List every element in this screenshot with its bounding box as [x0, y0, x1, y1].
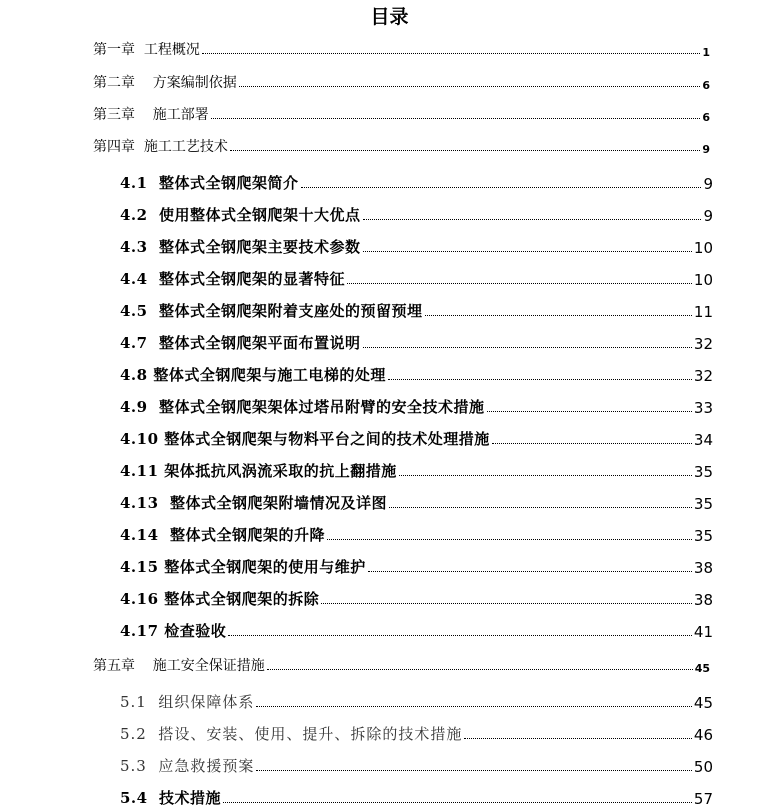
toc-entry-page: 41: [693, 623, 713, 641]
toc-entry-section-4-16[interactable]: [120, 587, 713, 609]
dot-leader: [399, 474, 692, 476]
toc-entry-label: 5.2 搭设、安装、使用、提升、拆除的技术措施: [120, 725, 463, 743]
toc-entry-page: 9: [703, 207, 713, 225]
toc-entry-section-4-14[interactable]: [120, 523, 713, 545]
toc-entry-page: 38: [693, 559, 713, 577]
toc-entry-label: 5.3 应急救援预案: [120, 757, 255, 775]
toc-entry-section-4-1[interactable]: [120, 171, 713, 193]
dot-leader: [267, 668, 693, 670]
toc-entry-section-5-4[interactable]: [120, 786, 713, 808]
toc-entry-label: 第三章 施工部署: [93, 107, 209, 123]
dot-leader: [388, 378, 692, 380]
dot-leader: [301, 186, 702, 188]
toc-entry-label: 4.9 整体式全钢爬架架体过塔吊附臂的安全技术措施: [120, 398, 485, 416]
toc-entry-page: 45: [694, 662, 710, 675]
toc-entry-label: 5.1 组织保障体系: [120, 693, 255, 711]
dot-leader: [256, 705, 692, 707]
toc-entry-label: 4.4 整体式全钢爬架的显著特征: [120, 270, 346, 288]
toc-entry-label: 4.5 整体式全钢爬架附着支座处的预留预埋: [120, 302, 423, 320]
dot-leader: [347, 282, 692, 284]
dot-leader: [256, 769, 692, 771]
dot-leader: [239, 85, 701, 87]
dot-leader: [368, 570, 692, 572]
toc-entry-page: 1: [702, 46, 710, 59]
toc-entry-label: 4.7 整体式全钢爬架平面布置说明: [120, 334, 361, 352]
toc-entry-label: 4.17 检查验收: [120, 622, 227, 640]
toc-entry-chapter-3[interactable]: [93, 102, 710, 124]
toc-entry-section-4-3[interactable]: [120, 235, 713, 257]
toc-entry-section-5-2[interactable]: [120, 722, 713, 744]
toc-entry-section-4-10[interactable]: [120, 427, 713, 449]
toc-entry-section-4-2[interactable]: [120, 203, 713, 225]
toc-entry-page: 10: [693, 271, 713, 289]
toc-entry-label: 4.16 整体式全钢爬架的拆除: [120, 590, 320, 608]
toc-entry-section-4-7[interactable]: [120, 331, 713, 353]
dot-leader: [230, 149, 700, 151]
dot-leader: [363, 218, 702, 220]
toc-entry-label: 第四章 施工工艺技术: [93, 139, 228, 155]
dot-leader: [363, 250, 692, 252]
dot-leader: [228, 634, 692, 636]
toc-entry-label: 4.15 整体式全钢爬架的使用与维护: [120, 558, 366, 576]
toc-entry-page: 35: [693, 495, 713, 513]
toc-entry-page: 32: [693, 335, 713, 353]
toc-entry-label: 4.1 整体式全钢爬架简介: [120, 174, 299, 192]
dot-leader: [425, 314, 692, 316]
toc-entry-chapter-4[interactable]: [93, 134, 710, 156]
toc-entry-label: 第一章 工程概况: [93, 42, 200, 58]
toc-entry-label: 4.13 整体式全钢爬架附墙情况及详图: [120, 494, 387, 512]
toc-entry-section-4-17[interactable]: [120, 619, 713, 641]
toc-entry-page: 45: [693, 694, 713, 712]
dot-leader: [327, 538, 692, 540]
toc-entry-page: 50: [693, 758, 713, 776]
toc-entry-page: 10: [693, 239, 713, 257]
dot-leader: [223, 801, 692, 803]
toc-entry-label: 第二章 方案编制依据: [93, 75, 237, 91]
toc-entry-section-5-1[interactable]: [120, 690, 713, 712]
toc-entry-section-4-15[interactable]: [120, 555, 713, 577]
toc-entry-label: 4.14 整体式全钢爬架的升降: [120, 526, 325, 544]
toc-entry-page: 9: [702, 143, 710, 156]
toc-entry-page: 6: [702, 79, 710, 92]
toc-entry-label: 4.11 架体抵抗风涡流采取的抗上翻措施: [120, 462, 397, 480]
toc-entry-page: 46: [693, 726, 713, 744]
toc-entry-chapter-1[interactable]: [93, 37, 710, 59]
dot-leader: [202, 52, 700, 54]
toc-entry-chapter-2[interactable]: [93, 70, 710, 92]
toc-entry-page: 35: [693, 527, 713, 545]
toc-entry-section-4-9[interactable]: [120, 395, 713, 417]
toc-entry-page: 33: [693, 399, 713, 417]
dot-leader: [464, 737, 692, 739]
toc-entry-label: 4.10 整体式全钢爬架与物料平台之间的技术处理措施: [120, 430, 490, 448]
toc-entry-page: 32: [693, 367, 713, 385]
dot-leader: [389, 506, 692, 508]
dot-leader: [211, 117, 701, 119]
toc-title: 目录: [370, 6, 409, 28]
toc-entry-section-4-13[interactable]: [120, 491, 713, 513]
toc-entry-page: 6: [702, 111, 710, 124]
toc-entry-label: 4.2 使用整体式全钢爬架十大优点: [120, 206, 361, 224]
toc-entry-label: 4.8 整体式全钢爬架与施工电梯的处理: [120, 366, 386, 384]
toc-entry-section-4-11[interactable]: [120, 459, 713, 481]
toc-entry-page: 9: [703, 175, 713, 193]
dot-leader: [321, 602, 692, 604]
toc-entry-label: 第五章 施工安全保证措施: [93, 658, 265, 674]
toc-entry-section-4-5[interactable]: [120, 299, 713, 321]
dot-leader: [487, 410, 692, 412]
toc-entry-label: 5.4 技术措施: [120, 789, 222, 807]
toc-entry-chapter-5[interactable]: [93, 653, 710, 675]
toc-entry-section-4-4[interactable]: [120, 267, 713, 289]
toc-entry-section-4-8[interactable]: [120, 363, 713, 385]
toc-entry-page: 35: [693, 463, 713, 481]
dot-leader: [363, 346, 692, 348]
toc-entry-page: 11: [693, 303, 713, 321]
toc-entry-section-5-3[interactable]: [120, 754, 713, 776]
toc-entry-page: 38: [693, 591, 713, 609]
toc-entry-page: 34: [693, 431, 713, 449]
toc-entry-page: 57: [693, 790, 713, 808]
toc-entry-label: 4.3 整体式全钢爬架主要技术参数: [120, 238, 361, 256]
dot-leader: [492, 442, 692, 444]
